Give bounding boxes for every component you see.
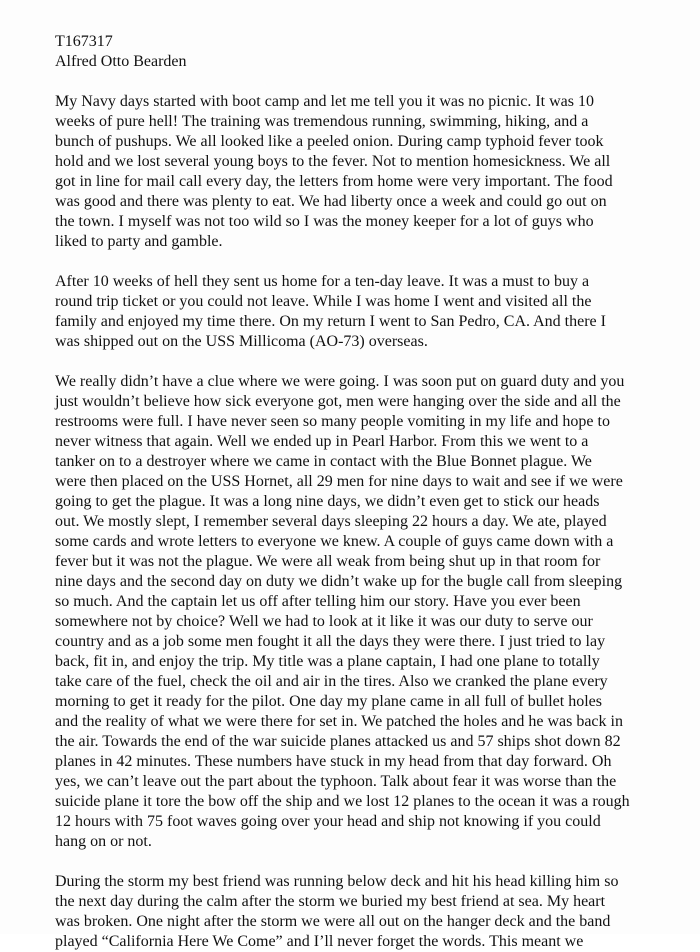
text-line: tanker on to a destroyer where we came in contact with the Blue Bonnet plague. We [55,453,592,470]
text-line: family and enjoyed my time there. On my return I went to San Pedro, CA. And there I [55,313,606,330]
text-line: suicide plane it tore the bow off the ship and we lost 12 planes to the ocean it was a rough [55,793,630,810]
text-line: so much. And the captain let us off after telling him our story. Have you ever been [55,593,581,610]
text-line: hold and we lost several young boys to the fever. Not to mention homesickness. We all [55,153,611,170]
text-line: were then placed on the USS Hornet, all 29 men for nine days to wait and see if we were [55,473,623,490]
text-line: played “California Here We Come” and I’ll never forget the words. This meant we [55,933,584,950]
text-line: was shipped out on the USS Millicoma (AO-73) overseas. [55,333,428,350]
text-line: was broken. One night after the storm we were all out on the hanger deck and the band [55,913,611,930]
text-line: We really didn’t have a clue where we were going. I was soon put on guard duty and you [55,373,625,390]
text-line: the town. I myself was not too wild so I was the money keeper for a lot of guys who [55,213,594,230]
text-line: During the storm my best friend was running below deck and hit his head killing him so [55,873,619,890]
text-line: country and as a job some men fought it all the days they were there. I just tried to lay [55,633,606,650]
text-line: take care of the fuel, check the oil and air in the tires. Also we cranked the plane every [55,673,608,690]
text-line: After 10 weeks of hell they sent us home for a ten-day leave. It was a must to buy a [55,273,590,290]
text-line: and the reality of what we were there for set in. We patched the holes and he was back in [55,713,623,730]
text-line: just wouldn’t believe how sick everyone got, men were hanging over the side and all the [55,393,621,410]
document-body [55,92,680,952]
text-line: back, fit in, and enjoy the trip. My title was a plane captain, I had one plane to totally [55,653,600,670]
text-line: out. We mostly slept, I remember several days sleeping 22 hours a day. We ate, played [55,513,607,530]
text-line: somewhere not by choice? Well we had to look at it like it was our duty to serve our [55,613,593,630]
paragraph [55,272,680,352]
text-line: never witness that again. Well we ended up in Pearl Harbor. From this we went to a [55,433,589,450]
text-line: 12 hours with 75 foot waves going over your head and ship not knowing if you could [55,813,601,830]
text-line: restrooms were full. I have never seen so many people vomiting in my life and hope to [55,413,610,430]
header-spacer [55,72,680,92]
text-line: round trip ticket or you could not leave. While I was home I went and visited all the [55,293,592,310]
text-line: weeks of pure hell! The training was tremendous running, swimming, hiking, and a [55,113,589,130]
text-line: the air. Towards the end of the war suicide planes attacked us and 57 ships shot down 82 [55,733,621,750]
text-line: got in line for mail call every day, the letters from home were very important. The food [55,173,613,190]
paragraph [55,92,680,252]
text-line: morning to get it ready for the pilot. One day my plane came in all full of bullet holes [55,693,602,710]
text-line: My Navy days started with boot camp and let me tell you it was no picnic. It was 10 [55,93,594,110]
text-line: going to get the plague. It was a long nine days, we didn’t even get to stick our heads [55,493,600,510]
text-line: planes in 42 minutes. These numbers have stuck in my head from that day forward. Oh [55,753,612,770]
text-line: fever but it was not the plague. We were all weak from being shut up in that room for [55,553,601,570]
document-id: T167317 [55,33,113,50]
text-line: hang on or not. [55,833,152,850]
text-line: nine days and the second day on duty we didn’t wake up for the bugle call from sleeping [55,573,623,590]
text-line: yes, we can’t leave out the part about the typhoon. Talk about fear it was worse than the [55,773,617,790]
paragraph [55,872,680,952]
paragraph [55,372,680,852]
text-line: bunch of pushups. We all looked like a peeled onion. During camp typhoid fever took [55,133,604,150]
author-name: Alfred Otto Bearden [55,53,187,70]
text-line: liked to party and gamble. [55,233,223,250]
text-line: was good and there was plenty to eat. We had liberty once a week and could go out on [55,193,607,210]
text-line: the next day during the calm after the storm we buried my best friend at sea. My heart [55,893,606,910]
text-line: some cards and wrote letters to everyone we knew. A couple of guys came down with a [55,533,614,550]
